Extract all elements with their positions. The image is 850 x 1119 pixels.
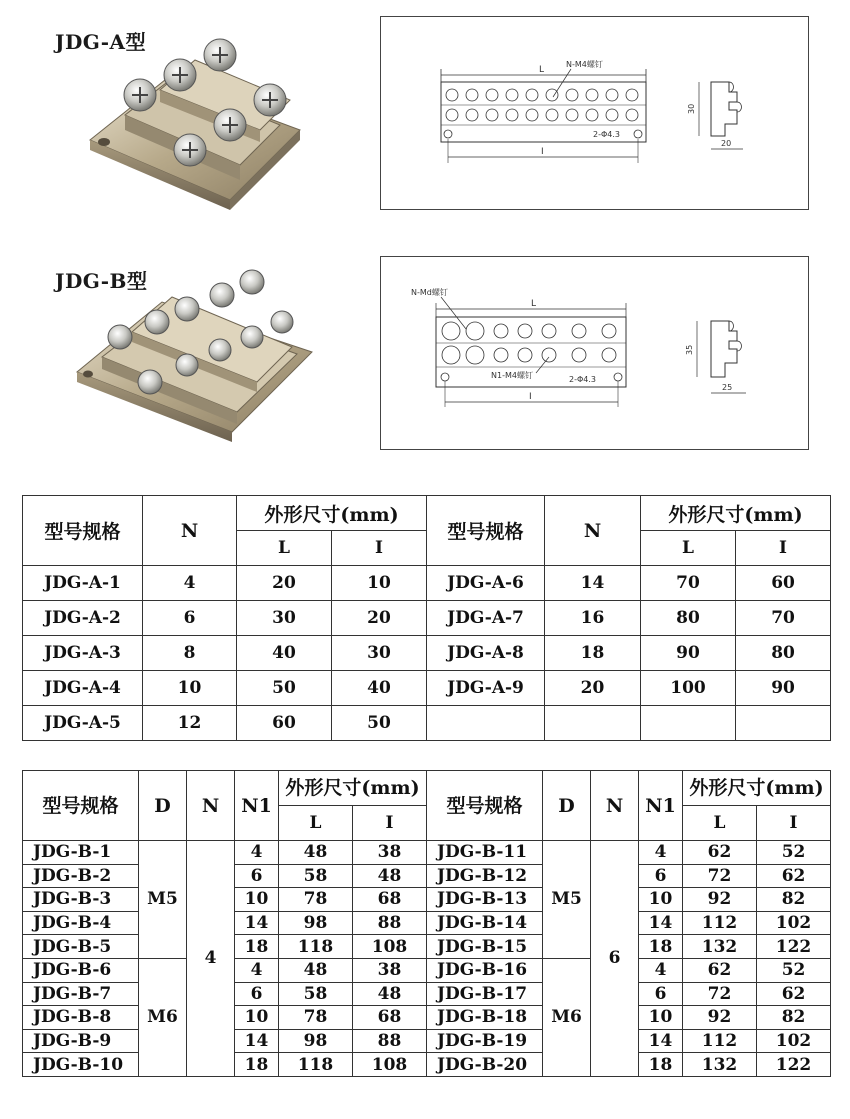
cell-L: 48 [279, 958, 353, 982]
cell-I: 68 [353, 1006, 427, 1030]
table-row [23, 706, 831, 741]
drawing-b-I-label: I [529, 392, 532, 402]
cell-model: JDG-B-9 [23, 1029, 139, 1053]
header-d: D [139, 771, 187, 841]
cell-n1: 4 [235, 841, 279, 865]
cell-model: JDG-B-8 [23, 1006, 139, 1030]
empty-cell [427, 706, 545, 741]
cell-model: JDG-A-4 [23, 671, 143, 706]
header-model: 型号规格 [427, 496, 545, 566]
empty-cell [736, 706, 831, 741]
cell-L: 62 [683, 841, 757, 865]
cell-n1: 14 [639, 911, 683, 935]
header-n1: N1 [639, 771, 683, 841]
cell-d: M6 [139, 958, 187, 1076]
cell-n1: 4 [235, 958, 279, 982]
header-n: N [545, 496, 641, 566]
cell-n1: 6 [235, 982, 279, 1006]
cell-L: 70 [641, 566, 736, 601]
cell-model: JDG-B-1 [23, 841, 139, 865]
cell-model: JDG-B-4 [23, 911, 139, 935]
cell-model: JDG-B-15 [427, 935, 543, 959]
cell-I: 102 [757, 1029, 831, 1053]
jdg-a-spec-table [22, 495, 831, 741]
cell-n1: 10 [235, 1006, 279, 1030]
drawing-b-L-label: L [531, 299, 537, 309]
cell-I: 62 [757, 864, 831, 888]
header-I: I [736, 531, 831, 566]
cell-L: 112 [683, 1029, 757, 1053]
cell-n1: 4 [639, 841, 683, 865]
table-row [23, 601, 831, 636]
cell-n1: 6 [235, 864, 279, 888]
cell-L: 72 [683, 864, 757, 888]
cell-n1: 4 [639, 958, 683, 982]
cell-I: 88 [353, 1029, 427, 1053]
cell-I: 40 [332, 671, 427, 706]
cell-I: 30 [332, 636, 427, 671]
cell-model: JDG-B-18 [427, 1006, 543, 1030]
drawing-a-width-label: 20 [721, 139, 732, 148]
drawing-a-screw-label: N-M4螺钉 [566, 60, 603, 69]
drawing-b-holes-label: 2-Φ4.3 [569, 375, 596, 384]
cell-I: 10 [332, 566, 427, 601]
cell-I: 20 [332, 601, 427, 636]
header-I: I [757, 806, 831, 841]
drawing-b-screw-bottom-label: N1-M4螺钉 [491, 371, 533, 380]
cell-L: 118 [279, 935, 353, 959]
cell-n: 12 [143, 706, 237, 741]
cell-L: 78 [279, 1006, 353, 1030]
cell-L: 98 [279, 1029, 353, 1053]
cell-n: 10 [143, 671, 237, 706]
cell-model: JDG-B-5 [23, 935, 139, 959]
cell-d: M6 [543, 958, 591, 1076]
header-dims: 外形尺寸(mm) [641, 496, 831, 531]
table-row [23, 636, 831, 671]
jdg-a-technical-drawing [380, 16, 809, 210]
jdg-b-technical-drawing [380, 256, 809, 450]
cell-model: JDG-A-1 [23, 566, 143, 601]
header-dims: 外形尺寸(mm) [683, 771, 831, 806]
cell-n1: 18 [639, 1053, 683, 1077]
cell-n1: 6 [639, 982, 683, 1006]
cell-n: 18 [545, 636, 641, 671]
cell-model: JDG-A-9 [427, 671, 545, 706]
cell-L: 118 [279, 1053, 353, 1077]
cell-model: JDG-B-17 [427, 982, 543, 1006]
cell-I: 80 [736, 636, 831, 671]
cell-L: 30 [237, 601, 332, 636]
header-L: L [683, 806, 757, 841]
cell-d: M5 [139, 841, 187, 959]
cell-L: 48 [279, 841, 353, 865]
cell-L: 20 [237, 566, 332, 601]
header-L: L [279, 806, 353, 841]
drawing-a-L-label: L [539, 65, 545, 75]
cell-I: 82 [757, 1006, 831, 1030]
cell-n1: 6 [639, 864, 683, 888]
cell-I: 90 [736, 671, 831, 706]
cell-model: JDG-A-7 [427, 601, 545, 636]
cell-L: 58 [279, 864, 353, 888]
cell-model: JDG-B-7 [23, 982, 139, 1006]
cell-I: 82 [757, 888, 831, 912]
cell-n: 20 [545, 671, 641, 706]
cell-n1: 14 [639, 1029, 683, 1053]
jdg-a-title: JDG-A型 [55, 30, 147, 54]
table-row [23, 841, 831, 865]
cell-model: JDG-A-6 [427, 566, 545, 601]
table-row [23, 671, 831, 706]
cell-I: 60 [736, 566, 831, 601]
header-n1: N1 [235, 771, 279, 841]
cell-model: JDG-B-10 [23, 1053, 139, 1077]
cell-L: 92 [683, 1006, 757, 1030]
cell-model: JDG-B-13 [427, 888, 543, 912]
cell-n: 14 [545, 566, 641, 601]
cell-I: 68 [353, 888, 427, 912]
cell-n: 8 [143, 636, 237, 671]
cell-L: 62 [683, 958, 757, 982]
drawing-b-height-label: 35 [685, 344, 694, 355]
cell-n1: 14 [235, 1029, 279, 1053]
cell-n1: 18 [235, 935, 279, 959]
cell-n1: 18 [235, 1053, 279, 1077]
drawing-a-holes-label: 2-Φ4.3 [593, 130, 620, 139]
cell-model: JDG-B-3 [23, 888, 139, 912]
jdg-a-product-photo [80, 20, 320, 210]
empty-cell [545, 706, 641, 741]
cell-L: 58 [279, 982, 353, 1006]
cell-d: M5 [543, 841, 591, 959]
cell-I: 50 [332, 706, 427, 741]
cell-L: 132 [683, 935, 757, 959]
cell-n1: 14 [235, 911, 279, 935]
cell-L: 72 [683, 982, 757, 1006]
cell-L: 132 [683, 1053, 757, 1077]
cell-L: 40 [237, 636, 332, 671]
header-model: 型号规格 [23, 771, 139, 841]
cell-L: 90 [641, 636, 736, 671]
drawing-a-height-label: 30 [687, 103, 696, 114]
cell-I: 102 [757, 911, 831, 935]
table-row [23, 566, 831, 601]
cell-n: 16 [545, 601, 641, 636]
cell-L: 60 [237, 706, 332, 741]
cell-L: 98 [279, 911, 353, 935]
cell-model: JDG-B-16 [427, 958, 543, 982]
cell-model: JDG-B-2 [23, 864, 139, 888]
drawing-a-I-label: I [541, 147, 544, 157]
cell-model: JDG-B-14 [427, 911, 543, 935]
cell-I: 122 [757, 935, 831, 959]
cell-model: JDG-B-6 [23, 958, 139, 982]
cell-I: 52 [757, 841, 831, 865]
cell-I: 48 [353, 982, 427, 1006]
cell-I: 88 [353, 911, 427, 935]
cell-n: 6 [591, 841, 639, 1077]
jdg-b-product-photo [72, 262, 322, 442]
cell-I: 70 [736, 601, 831, 636]
cell-n1: 10 [639, 888, 683, 912]
jdg-b-spec-table [22, 770, 831, 1077]
header-L: L [641, 531, 736, 566]
header-dims: 外形尺寸(mm) [279, 771, 427, 806]
header-model: 型号规格 [427, 771, 543, 841]
header-I: I [353, 806, 427, 841]
empty-cell [641, 706, 736, 741]
cell-model: JDG-B-20 [427, 1053, 543, 1077]
jdg-b-title: JDG-B型 [55, 269, 148, 293]
header-L: L [237, 531, 332, 566]
cell-model: JDG-B-11 [427, 841, 543, 865]
cell-n1: 10 [235, 888, 279, 912]
cell-I: 108 [353, 935, 427, 959]
header-dims: 外形尺寸(mm) [237, 496, 427, 531]
cell-n: 4 [143, 566, 237, 601]
table-row [23, 958, 831, 982]
cell-L: 80 [641, 601, 736, 636]
cell-model: JDG-B-19 [427, 1029, 543, 1053]
header-n: N [187, 771, 235, 841]
cell-I: 48 [353, 864, 427, 888]
header-d: D [543, 771, 591, 841]
cell-I: 62 [757, 982, 831, 1006]
cell-L: 78 [279, 888, 353, 912]
cell-L: 112 [683, 911, 757, 935]
cell-I: 38 [353, 958, 427, 982]
cell-I: 38 [353, 841, 427, 865]
cell-L: 92 [683, 888, 757, 912]
cell-model: JDG-A-5 [23, 706, 143, 741]
cell-I: 122 [757, 1053, 831, 1077]
cell-n1: 18 [639, 935, 683, 959]
header-n: N [591, 771, 639, 841]
header-n: N [143, 496, 237, 566]
cell-n: 4 [187, 841, 235, 1077]
cell-model: JDG-B-12 [427, 864, 543, 888]
drawing-b-width-label: 25 [722, 383, 733, 392]
cell-model: JDG-A-2 [23, 601, 143, 636]
drawing-b-screw-top-label: N-Md螺钉 [411, 288, 448, 297]
cell-I: 108 [353, 1053, 427, 1077]
cell-n1: 10 [639, 1006, 683, 1030]
cell-model: JDG-A-3 [23, 636, 143, 671]
cell-L: 100 [641, 671, 736, 706]
cell-n: 6 [143, 601, 237, 636]
cell-model: JDG-A-8 [427, 636, 545, 671]
cell-L: 50 [237, 671, 332, 706]
header-I: I [332, 531, 427, 566]
cell-I: 52 [757, 958, 831, 982]
header-model: 型号规格 [23, 496, 143, 566]
